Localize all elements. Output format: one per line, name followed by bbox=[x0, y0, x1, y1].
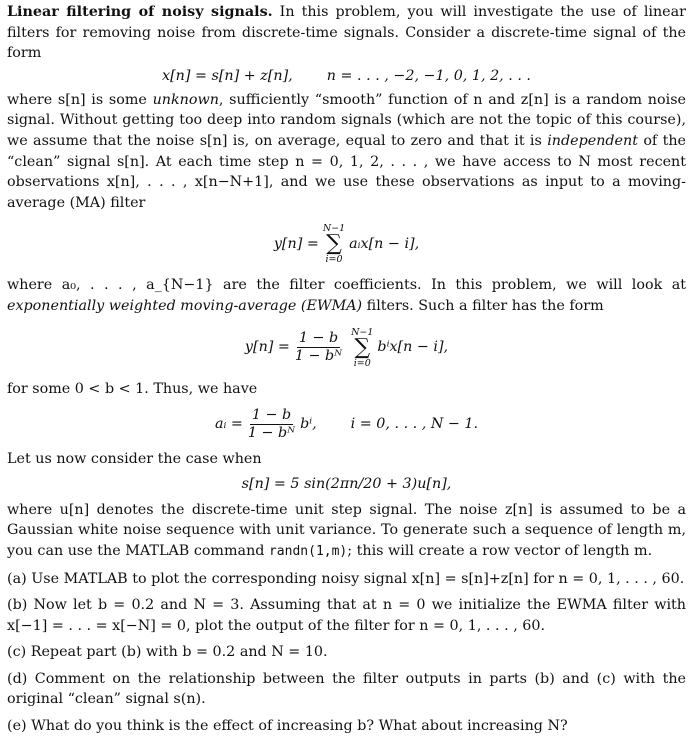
sigma-icon: ∑ bbox=[354, 334, 371, 360]
clean-signal-equation: s[n] = 5 sin(2πn/20 + 3)u[n], bbox=[241, 476, 452, 493]
part-a: (a) Use MATLAB to plot the corresponding noisy signal x[n] = s[n]+z[n] for n = 0, 1, . . . , 60. bbox=[7, 570, 685, 587]
for-some-b-paragraph: for some 0 < b < 1. Thus, we have bbox=[7, 380, 258, 397]
noise-paragraph bbox=[7, 90, 686, 214]
ewma-paragraph bbox=[7, 275, 686, 316]
ewma-text-b: filters. Such a filter has the form bbox=[362, 297, 604, 314]
problem-page bbox=[0, 2, 694, 755]
part-d: (d) Comment on the relationship between the filter outputs in parts (b) and (c) with the original “clean” signal s(n). bbox=[7, 670, 686, 708]
ewma-summation bbox=[351, 327, 373, 369]
ma-filter-equation bbox=[7, 213, 686, 275]
matlab-command: randn(1,m) bbox=[268, 543, 348, 559]
coefficient-equation bbox=[7, 399, 686, 449]
signal-equation bbox=[7, 64, 686, 90]
noise-text-b: , sufficiently “smooth” function of n and z[n] is a random noise signal. Without getting too deep into random signals (which are not the topic of this course), we assume that the noise s[n] is, on average, equal to zero and that it is bbox=[7, 91, 686, 149]
ewma-filter-equation bbox=[7, 317, 686, 379]
consider-case-paragraph: Let us now consider the case when bbox=[7, 451, 262, 468]
ma-rhs: aᵢx[n − i], bbox=[349, 236, 420, 253]
coef-fraction bbox=[246, 407, 297, 442]
part-b: (b) Now let b = 0.2 and N = 3. Assuming that at n = 0 we initialize the EWMA filter with x[−1] = . . . = x[−N] = 0, plot the output of the filter for n = 0, 1, . . . , 60. bbox=[7, 597, 686, 634]
noise-text-a: where s[n] is some bbox=[7, 91, 153, 108]
ewma-frac-den: 1 − bᴺ bbox=[294, 348, 343, 365]
ma-summation bbox=[323, 223, 345, 265]
ewma-fraction bbox=[293, 330, 344, 365]
signal-equation-lhs: x[n] = s[n] + z[n], bbox=[162, 68, 293, 85]
coef-lhs: aᵢ = bbox=[214, 415, 243, 432]
ewma-rhs: bⁱx[n − i], bbox=[377, 339, 449, 356]
matlab-text-b: ; this will create a row vector of length m. bbox=[347, 542, 653, 559]
ewma-sum-lower: i=0 bbox=[353, 357, 371, 369]
ewma-sum-upper: N−1 bbox=[351, 326, 374, 338]
problem-title: Linear filtering of noisy signals. bbox=[7, 4, 273, 20]
intro-text: In this problem, you will investigate the use of linear filters for removing noise from discrete-time signals. Consider a discrete-time signal of the form bbox=[7, 4, 686, 62]
unknown-word: unknown bbox=[152, 91, 219, 108]
ewma-text-a: where a₀, . . . , a_{N−1} are the filter coefficients. In this problem, we will look at bbox=[7, 277, 686, 294]
part-e: (e) What do you think is the effect of increasing b? What about increasing N? bbox=[7, 718, 568, 735]
coef-rhs: bⁱ, bbox=[300, 415, 317, 432]
coef-frac-den: 1 − bᴺ bbox=[247, 424, 296, 441]
signal-equation-range: n = . . . , −2, −1, 0, 1, 2, . . . bbox=[326, 68, 531, 85]
sigma-icon: ∑ bbox=[326, 231, 342, 257]
matlab-paragraph bbox=[7, 500, 686, 563]
ma-sum-lower: i=0 bbox=[325, 254, 343, 266]
coef-range: i = 0, . . . , N − 1. bbox=[350, 415, 479, 432]
ewma-lhs: y[n] = bbox=[244, 339, 290, 356]
independent-word: independent bbox=[547, 132, 638, 149]
part-c: (c) Repeat part (b) with b = 0.2 and N = 10. bbox=[7, 644, 328, 661]
noise-text-c: of the “clean” signal s[n]. At each time step n = 0, 1, 2, . . . , we have access to N most recent observations x[n], . . . , x[n−N+1], and we use these observations as input to a moving-average (MA) filter bbox=[7, 132, 686, 211]
ewma-frac-num: 1 − b bbox=[298, 330, 339, 347]
coef-frac-num: 1 − b bbox=[251, 406, 292, 423]
ewma-term: exponentially weighted moving-average (EWMA) bbox=[7, 297, 363, 314]
matlab-text-a: where u[n] denotes the discrete-time unit step signal. The noise z[n] is assumed to be a Gaussian white noise sequence with unit variance. To generate such a sequence of length m, you can use the MATLAB command bbox=[7, 501, 686, 559]
intro-paragraph bbox=[7, 2, 686, 64]
ma-lhs: y[n] = bbox=[273, 236, 319, 253]
ma-sum-upper: N−1 bbox=[322, 223, 346, 235]
